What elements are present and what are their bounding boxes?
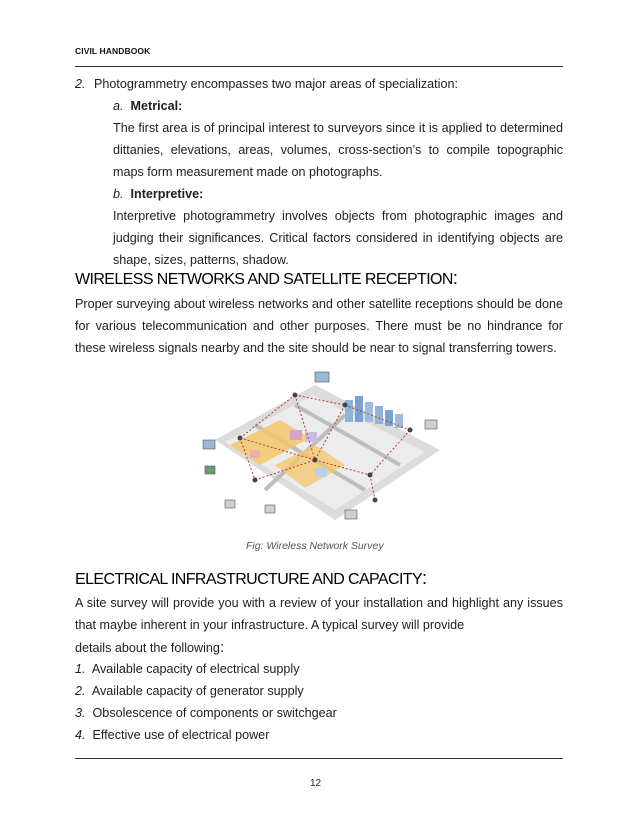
running-header: CIVIL HANDBOOK	[75, 46, 151, 56]
list-item: 4. Effective use of electrical power	[75, 728, 270, 742]
header-rule	[75, 66, 563, 67]
photogrammetry-intro: Photogrammetry encompasses two major areas of specialization:	[94, 77, 458, 91]
sub-item-b-title: b. Interpretive:	[113, 187, 204, 201]
section-heading-wireless: WIRELESS NETWORKS AND SATELLITE RECEPTION:	[75, 268, 458, 288]
wireless-network-figure	[195, 370, 445, 528]
electrical-lead: details about the following:	[75, 639, 225, 656]
sub-item-a-text: The first area is of principal interest to surveyors since it is applied to determined dittanies, elevations, areas, volumes, cross-section’s to compile topographic maps form measurement made on photographs.	[113, 121, 563, 179]
list-item: 2. Available capacity of generator supply	[75, 684, 304, 698]
sub-item-b-text: Interpretive photogrammetry involves objects from photographic images and judging their significances. Critical factors considered in identifying objects are shape, sizes, patterns, shadow.	[113, 209, 563, 267]
footer-rule	[75, 758, 563, 759]
figure-caption: Fig: Wireless Network Survey	[246, 540, 384, 552]
sub-item-a-title: a. Metrical:	[113, 99, 183, 113]
list-item: 3. Obsolescence of components or switchgear	[75, 706, 337, 720]
list-item: 1. Available capacity of electrical supply	[75, 662, 300, 676]
page-number: 12	[310, 778, 322, 789]
electrical-paragraph: A site survey will provide you with a review of your installation and highlight any issues that maybe inherent in your infrastructure. A typical survey will provide	[75, 596, 563, 632]
list-number: 2.	[75, 77, 86, 91]
section-heading-electrical: ELECTRICAL INFRASTRUCTURE AND CAPACITY:	[75, 568, 427, 588]
wireless-paragraph: Proper surveying about wireless networks and other satellite receptions should be done for various telecommunication and other purposes. There must be no hindrance for these wireless signals nearby and the site should be near to signal transferring towers.	[75, 297, 563, 355]
